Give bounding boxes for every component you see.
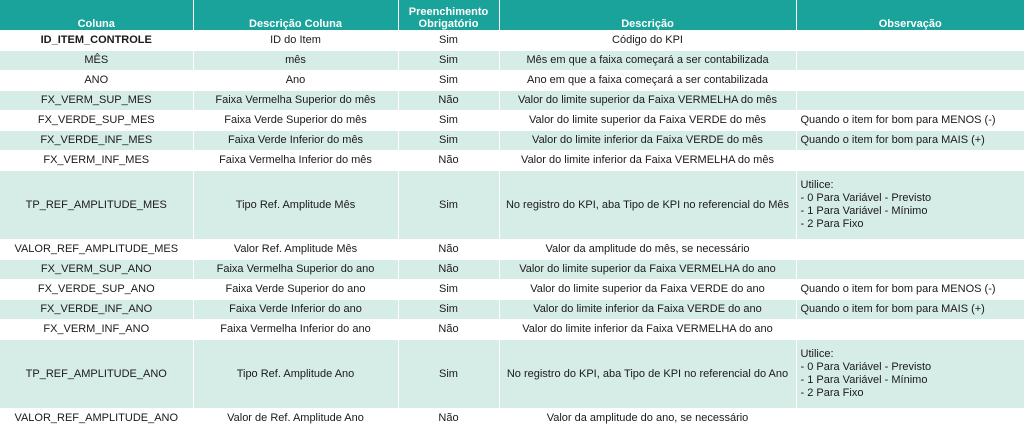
cell-obrigatorio: Sim [398,340,499,409]
cell-descricao-coluna: ID do Item [193,31,398,51]
cell-descricao: Valor do limite inferior da Faixa VERMELHA do mês [499,151,796,171]
table-row [0,409,1024,428]
observacao-line: - 2 Para Fixo [801,218,1022,231]
cell-descricao: Valor do limite inferior da Faixa VERMELHA do ano [499,320,796,340]
observacao-line: - 0 Para Variável - Previsto [801,192,1022,205]
cell-descricao: Valor da amplitude do mês, se necessário [499,240,796,260]
cell-descricao: Valor da amplitude do ano, se necessário [499,409,796,428]
cell-coluna: ANO [0,71,193,91]
cell-descricao-coluna: Tipo Ref. Amplitude Mês [193,171,398,240]
table-row [0,91,1024,111]
cell-descricao: Valor do limite inferior da Faixa VERDE do mês [499,131,796,151]
observacao-line: - 2 Para Fixo [801,387,1022,400]
cell-obrigatorio: Não [398,91,499,111]
cell-descricao: No registro do KPI, aba Tipo de KPI no referencial do Mês [499,171,796,240]
cell-coluna: FX_VERM_SUP_ANO [0,260,193,280]
cell-obrigatorio: Sim [398,71,499,91]
cell-obrigatorio: Sim [398,131,499,151]
cell-descricao-coluna: Tipo Ref. Amplitude Ano [193,340,398,409]
table-row [0,280,1024,300]
table-row [0,240,1024,260]
table-row [0,300,1024,320]
cell-descricao: Ano em que a faixa começará a ser contabilizada [499,71,796,91]
cell-coluna: VALOR_REF_AMPLITUDE_MES [0,240,193,260]
cell-observacao [796,240,1024,260]
cell-coluna: FX_VERM_INF_MES [0,151,193,171]
cell-descricao: Valor do limite superior da Faixa VERDE do mês [499,111,796,131]
table-row [0,171,1024,240]
header-coluna: Coluna [0,0,193,31]
table-row [0,71,1024,91]
cell-obrigatorio: Não [398,240,499,260]
cell-observacao [796,51,1024,71]
observacao-line: - 1 Para Variável - Mínimo [801,205,1022,218]
cell-descricao-coluna: mês [193,51,398,71]
cell-descricao-coluna: Faixa Verde Superior do mês [193,111,398,131]
cell-coluna: FX_VERDE_INF_MES [0,131,193,151]
cell-observacao [796,340,1024,409]
observacao-line: Utilice: [801,179,1022,192]
cell-coluna: ID_ITEM_CONTROLE [0,31,193,51]
cell-descricao-coluna: Faixa Verde Inferior do ano [193,300,398,320]
header-descricao-coluna: Descrição Coluna [193,0,398,31]
cell-obrigatorio: Sim [398,171,499,240]
table-row [0,131,1024,151]
cell-coluna: TP_REF_AMPLITUDE_ANO [0,340,193,409]
cell-observacao [796,31,1024,51]
cell-coluna: FX_VERDE_SUP_MES [0,111,193,131]
cell-descricao: Mês em que a faixa começará a ser contabilizada [499,51,796,71]
cell-observacao [796,171,1024,240]
cell-observacao: Quando o item for bom para MAIS (+) [796,300,1024,320]
cell-observacao: Quando o item for bom para MENOS (-) [796,280,1024,300]
table-row [0,260,1024,280]
cell-descricao-coluna: Faixa Verde Superior do ano [193,280,398,300]
cell-descricao: Valor do limite superior da Faixa VERDE do ano [499,280,796,300]
cell-obrigatorio: Não [398,260,499,280]
header-row [0,0,1024,31]
cell-observacao: Quando o item for bom para MENOS (-) [796,111,1024,131]
cell-coluna: FX_VERDE_INF_ANO [0,300,193,320]
cell-descricao: No registro do KPI, aba Tipo de KPI no referencial do Ano [499,340,796,409]
header-observacao: Observação [796,0,1024,31]
cell-obrigatorio: Não [398,151,499,171]
cell-obrigatorio: Sim [398,280,499,300]
cell-coluna: FX_VERDE_SUP_ANO [0,280,193,300]
cell-coluna: VALOR_REF_AMPLITUDE_ANO [0,409,193,428]
cell-observacao [796,320,1024,340]
cell-descricao: Valor do limite inferior da Faixa VERDE do ano [499,300,796,320]
cell-obrigatorio: Sim [398,111,499,131]
table-row [0,320,1024,340]
cell-observacao [796,151,1024,171]
observacao-line: - 0 Para Variável - Previsto [801,361,1022,374]
cell-observacao [796,91,1024,111]
cell-observacao [796,409,1024,428]
table-row [0,31,1024,51]
cell-coluna: MÊS [0,51,193,71]
cell-obrigatorio: Não [398,320,499,340]
cell-descricao-coluna: Faixa Vermelha Superior do mês [193,91,398,111]
cell-descricao-coluna: Faixa Vermelha Inferior do ano [193,320,398,340]
cell-coluna: FX_VERM_SUP_MES [0,91,193,111]
cell-descricao: Código do KPI [499,31,796,51]
cell-obrigatorio: Sim [398,300,499,320]
observacao-line: Utilice: [801,348,1022,361]
cell-obrigatorio: Sim [398,31,499,51]
header-descricao: Descrição [499,0,796,31]
cell-observacao: Quando o item for bom para MAIS (+) [796,131,1024,151]
table-row [0,340,1024,409]
cell-descricao: Valor do limite superior da Faixa VERMELHA do ano [499,260,796,280]
observacao-line: - 1 Para Variável - Mínimo [801,374,1022,387]
cell-descricao-coluna: Faixa Verde Inferior do mês [193,131,398,151]
cell-descricao-coluna: Valor de Ref. Amplitude Ano [193,409,398,428]
cell-obrigatorio: Não [398,409,499,428]
cell-observacao [796,260,1024,280]
table-row [0,151,1024,171]
cell-descricao-coluna: Faixa Vermelha Superior do ano [193,260,398,280]
cell-observacao [796,71,1024,91]
table-body [0,31,1024,428]
cell-coluna: TP_REF_AMPLITUDE_MES [0,171,193,240]
cell-descricao: Valor do limite superior da Faixa VERMELHA do mês [499,91,796,111]
table-row [0,111,1024,131]
header-preenchimento-obrigatorio: Preenchimento Obrigatório [398,0,499,31]
cell-coluna: FX_VERM_INF_ANO [0,320,193,340]
cell-descricao-coluna: Valor Ref. Amplitude Mês [193,240,398,260]
cell-obrigatorio: Sim [398,51,499,71]
cell-descricao-coluna: Faixa Vermelha Inferior do mês [193,151,398,171]
cell-descricao-coluna: Ano [193,71,398,91]
table-row [0,51,1024,71]
